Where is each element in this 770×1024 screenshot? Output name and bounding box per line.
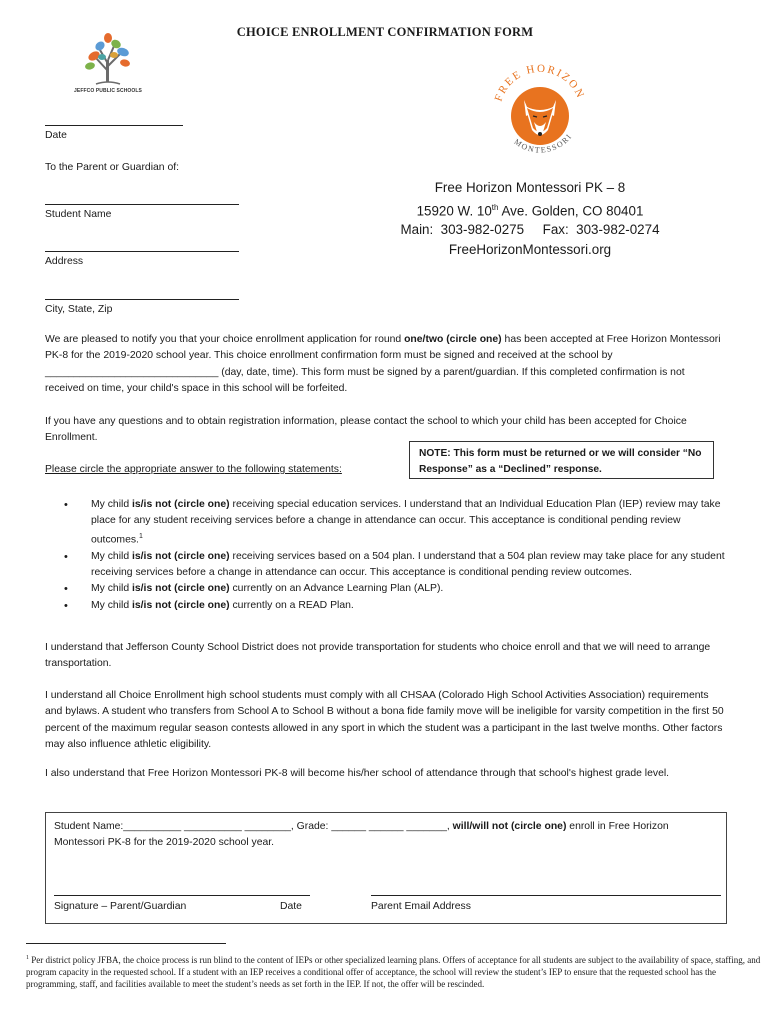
school-phones: Main: 303-982-0275 Fax: 303-982-0274 [400, 222, 660, 238]
form-title: CHOICE ENROLLMENT CONFIRMATION FORM [236, 25, 534, 39]
school-info [380, 178, 680, 259]
student-name-label: Student Name [45, 209, 112, 220]
statement-alp: • My child is/is not (circle one) currently on an Advance Learning Plan (ALP). [60, 581, 728, 597]
enrollment-statement: Student Name:__________ __________ ________, Grade: ______ ______ _______, will/will not (circle one) enroll in Free Horizon Montessori PK-8 for the 2019-2020 school year. [54, 821, 669, 849]
statement-special-education: • My child is/is not (circle one) receiving special education services. I understand that an Individual Education Plan (IEP) review may take place for any student receiving services before a change in attendance can occur. This acceptance is conditional pending review outcomes.$^1$ [60, 497, 728, 549]
date-underline[interactable] [45, 125, 183, 126]
address-underline[interactable] [45, 251, 239, 252]
email-underline[interactable] [371, 895, 721, 896]
email-label: Parent Email Address [371, 901, 471, 912]
city-state-zip-label: City, State, Zip [45, 304, 113, 315]
fox-icon [511, 87, 569, 145]
questions-paragraph: If you have any questions and to obtain registration information, please contact the school to which your child has been accepted for Choice Enrollment. [45, 416, 687, 444]
tree-icon [74, 30, 142, 88]
address-label: Address [45, 256, 84, 267]
to-parent-label: To the Parent or Guardian of: [45, 162, 180, 173]
jeffco-logo-text: JEFFCO PUBLIC SCHOOLS [74, 88, 142, 94]
footnote-separator [26, 943, 226, 944]
statement-504-plan: • My child is/is not (circle one) receiving services based on a 504 plan. I understand that a 504 plan review may take place for any student receiving services before a change in attendance can occur. This acceptance is conditional pending review outcomes. [60, 549, 728, 581]
city-state-zip-underline[interactable] [45, 299, 239, 300]
signature-date-label: Date [280, 901, 302, 912]
school-website: FreeHorizonMontessori.org [448, 241, 612, 257]
statement-list [60, 497, 728, 614]
logo-top-arc-text: FREE HORIZON [492, 62, 587, 104]
school-name: Free Horizon Montessori PK – 8 [434, 180, 626, 195]
date-label: Date [45, 130, 67, 141]
free-horizon-montessori-logo [490, 56, 590, 168]
logo-bottom-arc-text: MONTESSORI [512, 131, 574, 155]
jeffco-logo [74, 30, 142, 98]
circle-instruction: Please circle the appropriate answer to the following statements: [45, 464, 342, 475]
acceptance-paragraph: We are pleased to notify you that your choice enrollment application for round one/two (circle one) has been accepted at Free Horizon Montessori PK-8 for the 2019-2020 school year. This choice enrollment confirmation form must be signed and received at the school by ______________________________ (day, date, time). This form must be signed by a parent/guardian. If this completed confirmation is not received on time, your child's space in this school will be forfeited. [45, 334, 721, 395]
signature-underline[interactable] [54, 895, 310, 896]
footnote: $^1$ Per district policy JFBA, the choice process is run blind to the content of IEPs or other specialized learning plans. Offers of acceptance for all students are subject to the availability of space, staffing, and program capacity in the requested school. If a student with an IEP receives a conditional offer of acceptance, the school will review the student’s IEP to ensure that the requested school has the programming, staff, and facilities available to meet the student’s needs as set forth in the IEP. If not, the offer will be rescinded. [26, 955, 761, 990]
statement-read-plan: • My child is/is not (circle one) currently on a READ Plan. [60, 598, 728, 614]
signature-label: Signature – Parent/Guardian [54, 901, 187, 912]
transportation-paragraph: I understand that Jefferson County School District does not provide transportation for students who choice enroll and that we will need to arrange transportation. [45, 642, 711, 670]
school-of-attendance-paragraph: I also understand that Free Horizon Montessori PK-8 will become his/her school of attendance through that school's highest grade level. [45, 768, 670, 779]
student-name-underline[interactable] [45, 204, 239, 205]
chsaa-paragraph: I understand all Choice Enrollment high school students must comply with all CHSAA (Colorado High School Activities Association) requirements and bylaws. A student who transfers from School A to School B without a bona fide family move will be ineligible for varsity competition in the first 50 percent of the maximum regular season contests allowed in any sport in which the student was a participant in the last twelve months. Other factors may also influence athletic eligibility. [45, 690, 724, 751]
school-address: 15920 W. 10th Ave. Golden, CO 80401 [416, 202, 644, 218]
note-box: NOTE: This form must be returned or we will consider “No Response” as a “Declined” response. [409, 441, 714, 479]
